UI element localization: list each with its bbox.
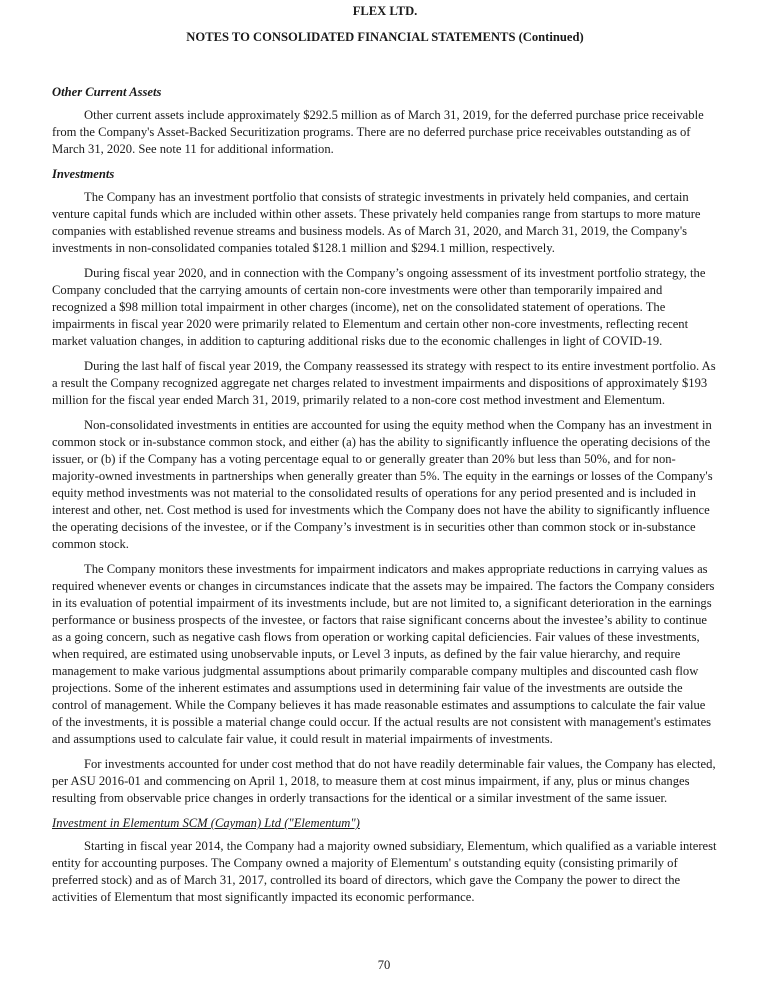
section-heading-other-current-assets: Other Current Assets xyxy=(52,85,162,99)
paragraph: The Company has an investment portfolio that consists of strategic investments in privately held companies, and certain venture capital funds which are included within other assets. These privately held companies range from startups to more mature companies with established revenue streams and business models. As of March 31, 2020, and March 31, 2019, the Company's investments in non-consolidated companies totaled $128.1 million and $294.1 million, respectively. xyxy=(52,190,701,255)
paragraph: During fiscal year 2020, and in connection with the Company’s ongoing assessment of its investment portfolio strategy, the Company concluded that the carrying amounts of certain non-core investments were other than temporarily impaired and recognized a $98 million total impairment in other charges (income), net on the consolidated statement of operations. The impairments in fiscal year 2020 were primarily related to Elementum and certain other non-core investments, reflecting recent market valuation changes, in addition to capturing additional risks due to the economic challenges in light of COVID-19. xyxy=(52,266,706,348)
paragraph: The Company monitors these investments for impairment indicators and makes appropriate reductions in carrying values as required whenever events or changes in circumstances indicate that the assets may be impaired. The factors the Company considers in its evaluation of potential impairment of its investments include, but are not limited to, a significant deterioration in the earnings performance or business prospects of the investee, or factors that raise significant concerns about the investee’s ability to continue as a going concern, such as negative cash flows from operation or working capital deficiencies. Fair values of these investments, when required, are estimated using unobservable inputs, or Level 3 inputs, as defined by the fair value hierarchy, and require management to make various judgmental assumptions about primarily comparable company multiples and discounted cash flow projections. Some of the inherent estimates and assumptions used in determining fair value of the investments are outside the control of management. While the Company believes it has made reasonable estimates and assumptions to calculate the fair value of the investments, it is possible a material change could occur. If the actual results are not consistent with management's estimates and assumptions used to calculate fair value, it could result in material impairments of investments. xyxy=(52,562,715,746)
paragraph: Other current assets include approximately $292.5 million as of March 31, 2019, for the deferred purchase price receivable from the Company's Asset-Backed Securitization programs. There are no deferred purchase price receivables outstanding as of March 31, 2020. See note 11 for additional information. xyxy=(52,108,704,156)
paragraph: Non-consolidated investments in entities are accounted for using the equity method when the Company has an investment in common stock or in-substance common stock, and either (a) has the ability to significantly influence the operating decisions of the issuer, or (b) if the Company has a voting percentage equal to or generally greater than 20% but less than 50%, and for non-majority-owned investments in partnerships when generally greater than 5%. The equity in the earnings or losses of the Company's equity method investments was not material to the consolidated results of operations for any period presented and is included in interest and other, net. Cost method is used for investments which the Company does not have the ability to significantly influence the operating decisions of the investee, or if the Company’s investment is in securities other than common stock or in-substance common stock. xyxy=(52,418,713,551)
paragraph: During the last half of fiscal year 2019, the Company reassessed its strategy with respect to its entire investment portfolio. As a result the Company recognized aggregate net charges related to investment impairments and dispositions of approximately $193 million for the fiscal year ended March 31, 2019, primarily related to a non-core cost method investment and Elementum. xyxy=(52,359,716,407)
company-name: FLEX LTD. xyxy=(352,4,418,18)
page-title: NOTES TO CONSOLIDATED FINANCIAL STATEMENTS (Continued) xyxy=(186,30,584,44)
paragraph: For investments accounted for under cost method that do not have readily determinable fair values, the Company has elected, per ASU 2016-01 and commencing on April 1, 2018, to measure them at cost minus impairment, if any, plus or minus changes resulting from observable price changes in orderly transactions for the identical or a similar investment of the same issuer. xyxy=(52,757,716,805)
section-heading-elementum: Investment in Elementum SCM (Cayman) Ltd ("Elementum") xyxy=(52,816,360,830)
section-heading-investments: Investments xyxy=(52,167,115,181)
paragraph: Starting in fiscal year 2014, the Company had a majority owned subsidiary, Elementum, which qualified as a variable interest entity for accounting purposes. The Company owned a majority of Elementum' s outstanding equity (consisting primarily of preferred stock) and as of March 31, 2017, controlled its board of directors, which gave the Company the power to direct the activities of Elementum that most significantly impacted its economic performance. xyxy=(52,839,717,904)
page-number: 70 xyxy=(377,958,391,972)
document-page xyxy=(52,0,718,914)
